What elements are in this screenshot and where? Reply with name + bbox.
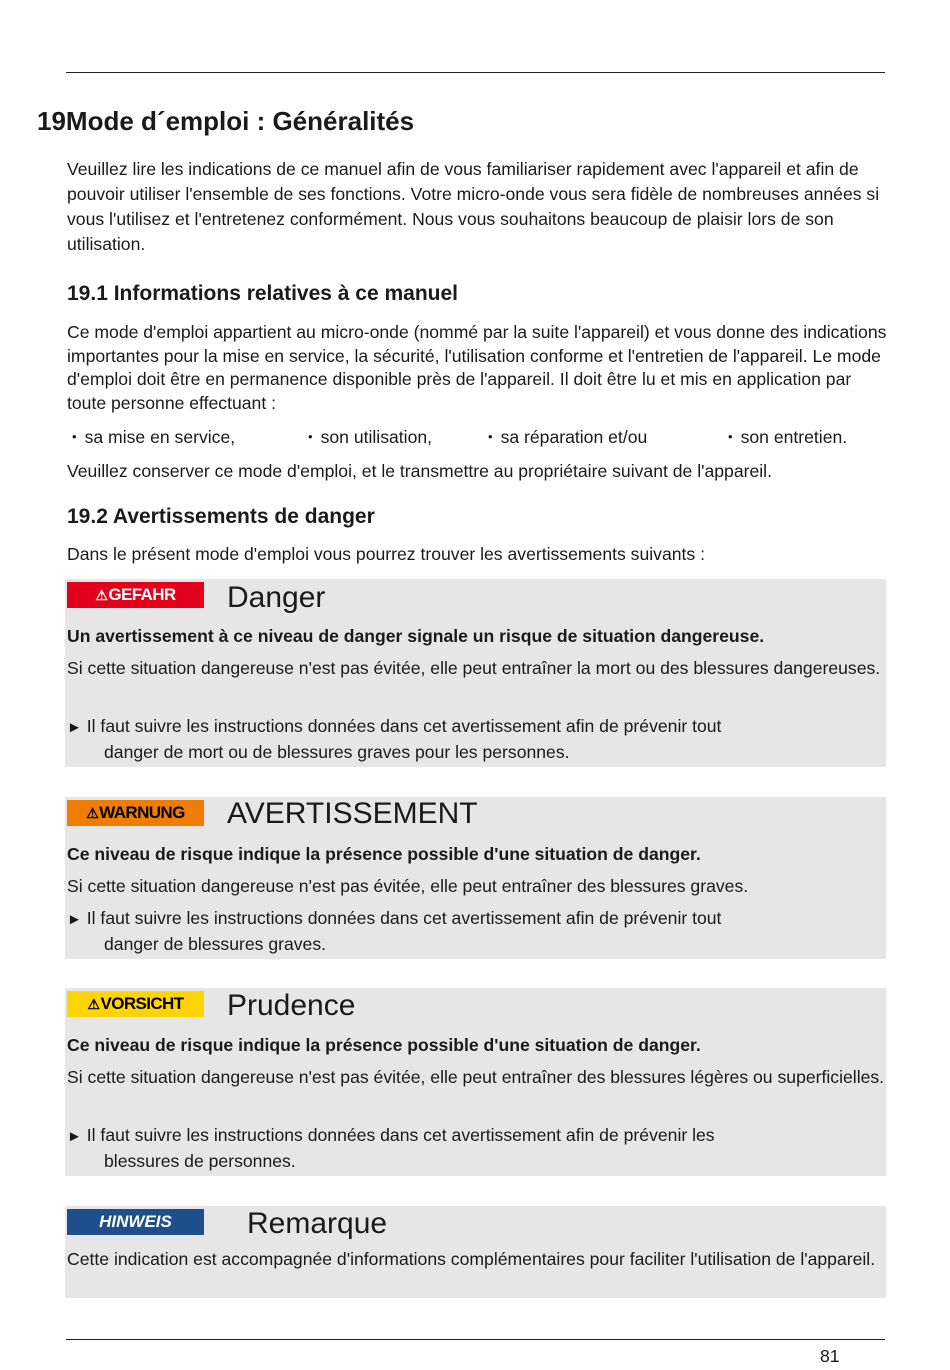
- list-item: • son entretien.: [728, 427, 848, 447]
- warning-title: Prudence: [227, 989, 356, 1022]
- subsection-title-manual: 19.1 Informations relatives à ce manuel: [67, 282, 459, 305]
- list-item: • son utilisation,: [308, 427, 433, 447]
- page-number: 81: [820, 1346, 840, 1366]
- warning-icon: ⚠: [86, 804, 99, 821]
- section-intro: Veuillez lire les indications de ce manuel afin de vous familiariser rapidement avec l'appareil et afin de pouvoir utiliser l'ensemble de ses fonctions. Votre micro-onde vous sera fidèle de nombreuses années si vous l'utilisez et l'entretenez conformément. Nous vous souhaitons beaucoup de plaisir lors de son utilisation.: [67, 159, 880, 254]
- warning-icon: ⚠: [95, 586, 108, 603]
- warning-box-avertissement: [65, 797, 886, 959]
- warning-instruction: ► Il faut suivre les instructions données dans cet avertissement afin de prévenir les blessures de personnes.: [67, 1125, 715, 1171]
- arrow-right-icon: ►: [67, 1128, 82, 1145]
- notice-text: Cette indication est accompagnée d'informations complémentaires pour faciliter l'utilisation de l'appareil.: [67, 1249, 876, 1269]
- section-title: 19Mode d´emploi : Généralités: [37, 106, 415, 136]
- bullet-icon: •: [728, 429, 733, 444]
- warning-box-prudence: [65, 988, 886, 1176]
- notice-title: Remarque: [247, 1207, 388, 1240]
- header-rule: [66, 72, 885, 73]
- warning-title: Danger: [227, 581, 326, 614]
- arrow-right-icon: ►: [67, 911, 82, 928]
- bullet-icon: •: [488, 429, 493, 444]
- warning-label-gefahr: ⚠ GEFAHR: [67, 582, 204, 608]
- subsection-after-text: Veuillez conserver ce mode d'emploi, et le transmettre au propriétaire suivant de l'appareil.: [67, 461, 772, 481]
- warning-label-vorsicht: ⚠ VORSICHT: [67, 991, 204, 1017]
- warning-title: AVERTISSEMENT: [227, 797, 478, 830]
- arrow-right-icon: ►: [67, 719, 82, 736]
- warning-instruction: ► Il faut suivre les instructions données dans cet avertissement afin de prévenir tout danger de mort ou de blessures graves pour les personnes.: [67, 716, 722, 762]
- warning-text: Si cette situation dangereuse n'est pas évitée, elle peut entraîner des blessures légères ou superficielles.: [67, 1067, 885, 1087]
- warning-bold-text: Ce niveau de risque indique la présence possible d'une situation de danger.: [67, 844, 701, 864]
- footer-rule: [66, 1339, 885, 1340]
- list-item: • sa réparation et/ou: [488, 427, 648, 447]
- subsection-title-warnings: 19.2 Avertissements de danger: [67, 505, 375, 528]
- warning-text: Si cette situation dangereuse n'est pas évitée, elle peut entraîner des blessures graves.: [67, 876, 749, 896]
- warning-bold-text: Ce niveau de risque indique la présence possible d'une situation de danger.: [67, 1035, 701, 1055]
- bullet-list: [67, 427, 897, 451]
- subsection-text-manual: Ce mode d'emploi appartient au micro-onde (nommé par la suite l'appareil) et vous donne des indications importantes pour la mise en service, la sécurité, l'utilisation conforme et l'entretien de l'appareil. Le mode d'emploi doit être en permanence disponible près de l'appareil. Il doit être lu et mis en application par toute personne effectuant :: [67, 322, 887, 413]
- notice-label-hinweis: HINWEIS: [67, 1209, 204, 1235]
- warning-bold-text: Un avertissement à ce niveau de danger signale un risque de situation dangereuse.: [67, 626, 765, 646]
- notice-box-remarque: [65, 1206, 886, 1298]
- warning-text: Si cette situation dangereuse n'est pas évitée, elle peut entraîner la mort ou des blessures dangereuses.: [67, 658, 881, 678]
- bullet-icon: •: [308, 429, 313, 444]
- warning-icon: ⚠: [87, 995, 100, 1012]
- warning-label-warnung: ⚠ WARNUNG: [67, 800, 204, 826]
- bullet-icon: •: [72, 429, 77, 444]
- warning-box-danger: [65, 579, 886, 767]
- warning-instruction: ► Il faut suivre les instructions données dans cet avertissement afin de prévenir tout danger de blessures graves.: [67, 908, 722, 954]
- list-item: • sa mise en service,: [72, 427, 236, 447]
- subsection-warnings-intro: Dans le présent mode d'emploi vous pourrez trouver les avertissements suivants :: [67, 544, 706, 564]
